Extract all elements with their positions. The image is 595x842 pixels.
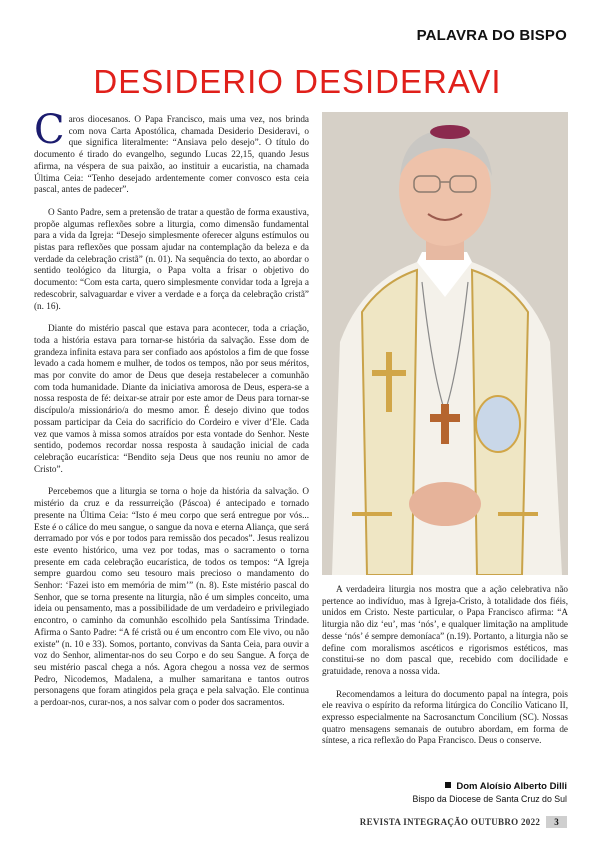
bishop-photo (322, 112, 568, 575)
right-column (322, 584, 568, 758)
paragraph-6: Recomendamos a leitura do documento papal na íntegra, pois ele reaviva o espírito da reforma litúrgica do Concílio Vaticano II, expresso especialmente na Sacrosanctum Concilium (SC). Nossas quatro mensagens semanais de outubro abordam, em forma de síntese, a rica reflexão do Papa Francisco. Deus o conserve. (322, 688, 568, 746)
paragraph-1-text: aros diocesanos. O Papa Francisco, mais uma vez, nos brinda com nova Carta Apostólica, chamada Desiderio Desideravi, o que significa literalmente: “Ansiava pelo desejo”. O título do documento é tirado do evangelho, segundo Lucas 22,15, quando Jesus afirma, na véspera de sua paixão, ao instituir a eucaristia, na chamada Última Ceia: “Tenho desejado ardentemente comer convosco esta ceia pascal, antes de padecer”. (34, 114, 309, 195)
paragraph-4: Percebemos que a liturgia se torna o hoje da história da salvação. O mistério da cruz e da ressurreição (Páscoa) é antecipado e tornado presente na Última Ceia: “Isto é meu corpo que será entregue por vós... Este é o cálice do meu sangue, o sangue da nova e eterna Aliança, que será derramado por vós e por todos para remissão dos pecados”. Jesus realizou este evento histórico, uma vez por todas, mas o sacramento o torna presente em cada celebração eucarística, de todos os tempos: “A Igreja sempre guardou como seu tesouro mais precioso o mandamento do Senhor: ‘Fazei isto em memória de mim’” (n. 8). Este mistério pascal do Senhor, que se torna presente na liturgia, não é um simples conceito, uma ideia ou pensamento, mas a possibilidade de um verdadeiro e privilegiado encontro, o caminho da comunhão escolhido pela Santíssima Trindade. Afirma o Santo Padre: “A fé cristã ou é um encontro com Ele vivo, ou não existe” (n. 10 e 33). Somos, portanto, convivas da Santa Ceia, para ouvir a voz do Senhor, alimentar-nos do seu Corpo e do seu Sangue. A força de seu mistério pascal chega a nós. Agora chegou a nossa vez de sermos Pedro, Nicodemos, Madalena, a mulher samaritana e tantos outros personagens que foram atingidos pela graça e pela salvação. Ele continua a perdoar-nos, curar-nos, a nos salvar com o poder dos sacramentos. (34, 486, 309, 708)
paragraph-1 (34, 107, 309, 196)
signature-name-row (412, 781, 567, 792)
dropcap: C (34, 107, 65, 153)
paragraph-5: A verdadeira liturgia nos mostra que a ação celebrativa não pertence ao indivíduo, mas à Igreja-Cristo, à totalidade dos fiéis, unidos em Cristo. Neste particular, o Papa Francisco afirma: “A liturgia não diz ‘eu’, mas ‘nós’, e qualquer limitação na amplitude desse ‘nós’ é sempre demoníaca” (n.19). Portanto, a liturgia não se define com moralismos ascéticos e rigorismos estéticos, mas constitui-se no dom pascal que, recebido com docilidade e gratuidade, renova a nossa vida. (322, 584, 568, 676)
signature-role: Bispo da Diocese de Santa Cruz do Sul (412, 794, 567, 804)
page-number: 3 (546, 816, 567, 828)
signature (412, 781, 567, 804)
left-column (34, 107, 309, 720)
signature-name: Dom Aloísio Alberto Dilli (456, 781, 567, 792)
publication-name: REVISTA INTEGRAÇÃO OUTUBRO 2022 (359, 817, 541, 827)
section-label: PALAVRA DO BISPO (416, 27, 567, 44)
paragraph-3: Diante do mistério pascal que estava para acontecer, toda a criação, toda a história estava para tornar-se história da salvação. Esse dom de grandeza infinita estava para ser confiado aos apóstolos a fim de que fosse levado a cada homem e mulher, de todos os tempos, não por seus méritos, mas por convite do amor de Deus que deseja restabelecer a comunhão com toda humanidade. Diante da iniciativa amorosa de Deus, espera-se a nossa resposta de fé: deixar-se atrair por este amor de Deus para tornar-se discípulo/a missionário/a do mesmo amor. É desejo divino que todos possam participar da Ceia do sacrifício do Cordeiro e viver d’Ele. Cada vez que vamos à missa somos atraídos por esta vontade do Senhor. Neste sentido, podemos recordar nossa resposta à saudação inicial de cada celebração eucarística: “Bendito seja Deus que nos reuniu no amor de Cristo”. (34, 323, 309, 474)
article-title: DESIDERIO DESIDERAVI (93, 63, 502, 100)
page-footer (360, 816, 567, 828)
bishop-portrait-illustration (322, 112, 568, 575)
square-bullet-icon (445, 782, 451, 788)
paragraph-2: O Santo Padre, sem a pretensão de tratar a questão de forma exaustiva, propõe algumas reflexões sobre a liturgia, como dimensão fundamental para a vida da Igreja: “Desejo simplesmente oferecer alguns estímulos ou pistas para reflexões que possam ajudar na contemplação da beleza e da verdade da celebração cristã” (n. 01). Na sequência do texto, ao abordar o sentido teológico da liturgia, o Papa volta a frisar o objetivo do documento: “Com esta carta, quero simplesmente convidar toda a Igreja a redescobrir, salvaguardar e viver a verdade e a força da celebração cristã” (n. 16). (34, 206, 309, 311)
